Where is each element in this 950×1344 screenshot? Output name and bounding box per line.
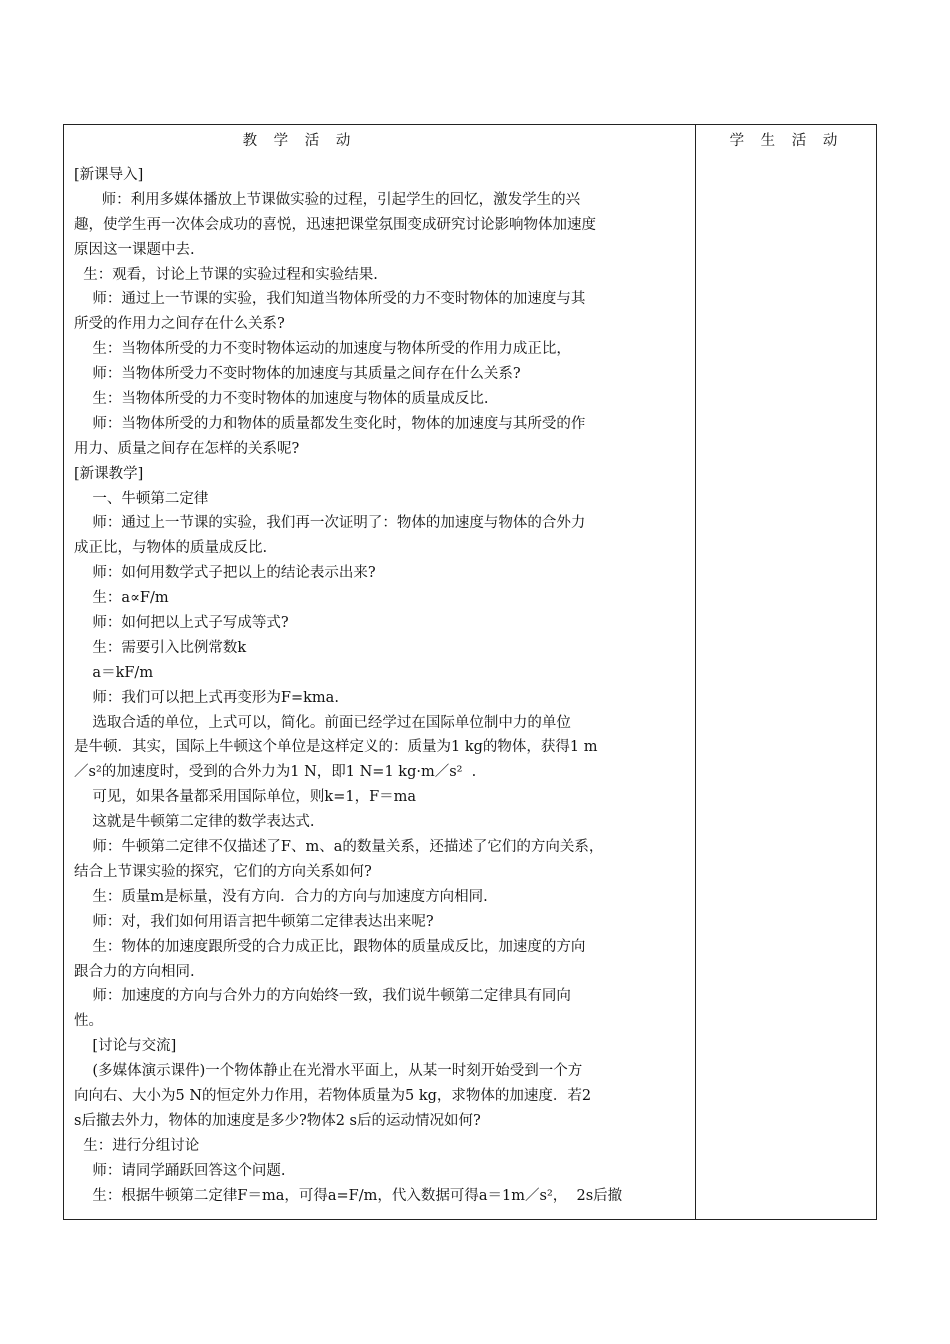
text-line: 生：进行分组讨论 — [74, 1137, 200, 1154]
text-line: 结合上节课实验的探究，它们的方向关系如何? — [74, 863, 372, 880]
text-line: 跟合力的方向相同. — [74, 963, 195, 980]
text-line: 是牛顿．其实，国际上牛顿这个单位是这样定义的：质量为1 kg的物体，获得1 m — [74, 739, 598, 756]
text-line: 生：质量m是标量，没有方向．合力的方向与加速度方向相同. — [74, 888, 488, 905]
text-line: s后撤去外力，物体的加速度是多少?物体2 s后的运动情况如何? — [74, 1112, 481, 1129]
teaching-activity-header: 教 学 活 动 — [242, 133, 357, 149]
text-line: 师：利用多媒体播放上节课做实验的过程，引起学生的回忆，激发学生的兴 — [74, 191, 581, 208]
text-line: ／s²的加速度时，受到的合外力为1 N，即1 N=1 kg·m／s² . — [74, 764, 477, 781]
text-line: [讨论与交流] — [74, 1038, 177, 1055]
text-line: 用力、质量之间存在怎样的关系呢? — [74, 440, 300, 457]
text-line: [新课教学] — [74, 465, 144, 482]
text-line: 师：当物体所受力不变时物体的加速度与其质量之间存在什么关系? — [74, 366, 521, 383]
text-line: 可见，如果各量都采用国际单位，则k=1，F＝ma — [74, 789, 417, 806]
text-line: 向向右、大小为5 N的恒定外力作用，若物体质量为5 kg，求物体的加速度．若2 — [74, 1087, 592, 1104]
text-line: 师：如何用数学式子把以上的结论表示出来? — [74, 565, 376, 582]
student-activity-header: 学 生 活 动 — [729, 133, 844, 149]
text-line: 师：我们可以把上式再变形为F=kma. — [74, 689, 339, 706]
text-line: 生：当物体所受的力不变时物体运动的加速度与物体所受的作用力成正比， — [74, 341, 571, 358]
text-line: a＝kF/m — [74, 664, 154, 681]
text-line: 生：观看，讨论上节课的实验过程和实验结果. — [74, 266, 378, 283]
text-line: 所受的作用力之间存在什么关系? — [74, 316, 285, 333]
text-line: 师：对，我们如何用语言把牛顿第二定律表达出来呢? — [74, 913, 434, 930]
text-line: 生：根据牛顿第二定律F＝ma，可得a=F/m，代入数据可得a＝1m／s²， 2s后撤 — [74, 1187, 623, 1204]
text-line: 选取合适的单位，上式可以，简化。前面已经学过在国际单位制中力的单位 — [74, 714, 571, 731]
text-line: [新课导入] — [74, 167, 144, 183]
text-line: 趣，使学生再一次体会成功的喜悦，迅速把课堂氛围变成研究讨论影响物体加速度 — [74, 216, 596, 233]
text-line: 性。 — [74, 1013, 103, 1030]
text-line: 师：加速度的方向与合外力的方向始终一致，我们说牛顿第二定律具有同向 — [74, 988, 571, 1005]
text-line: 这就是牛顿第二定律的数学表达式. — [74, 814, 315, 831]
column-divider — [695, 125, 696, 1219]
text-line: 生：当物体所受的力不变时物体的加速度与物体的质量成反比. — [74, 391, 489, 408]
text-line: 生：a∝F/m — [74, 590, 169, 607]
teaching-activity-content — [74, 163, 692, 1208]
text-line: 生：需要引入比例常数k — [74, 639, 247, 656]
text-line: 原因这一课题中去. — [74, 241, 195, 258]
text-line: 师：牛顿第二定律不仅描述了F、m、a的数量关系，还描述了它们的方向关系， — [74, 839, 604, 856]
text-line: 生：物体的加速度跟所受的合力成正比，跟物体的质量成反比，加速度的方向 — [74, 938, 586, 955]
text-line: 师：当物体所受的力和物体的质量都发生变化时，物体的加速度与其所受的作 — [74, 415, 586, 432]
text-line: 成正比，与物体的质量成反比. — [74, 540, 268, 557]
text-line: 师：通过上一节课的实验，我们知道当物体所受的力不变时物体的加速度与其 — [74, 291, 586, 308]
text-line: 师：请同学踊跃回答这个问题. — [74, 1162, 286, 1179]
text-line: 一、牛顿第二定律 — [74, 490, 209, 507]
text-line: (多媒体演示课件)一个物体静止在光滑水平面上，从某一时刻开始受到一个方 — [74, 1063, 583, 1080]
lesson-plan-table — [63, 124, 877, 1220]
text-line: 师：如何把以上式子写成等式? — [74, 615, 289, 632]
text-line: 师：通过上一节课的实验，我们再一次证明了：物体的加速度与物体的合外力 — [74, 515, 586, 532]
